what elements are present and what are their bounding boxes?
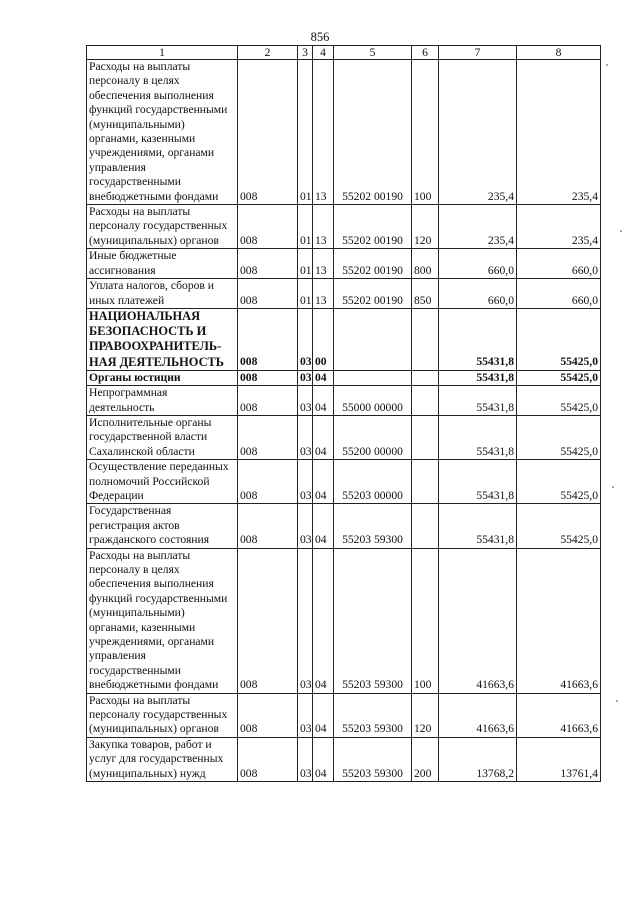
table-row — [87, 386, 601, 416]
ministry-code-cell: 008 — [238, 308, 298, 370]
amount-year2-cell: 55425,0 — [517, 386, 601, 416]
subsection-code-cell: 04 — [313, 693, 334, 737]
header-cell-7: 7 — [439, 46, 517, 60]
subsection-code-cell: 04 — [313, 415, 334, 459]
table-row — [87, 249, 601, 279]
expense-name-cell: Государственная регистрация актов гражданского состояния — [87, 504, 238, 548]
amount-year2-cell: 13761,4 — [517, 737, 601, 781]
section-code-cell: 03 — [298, 415, 313, 459]
table-header-row — [87, 46, 601, 60]
table-row — [87, 415, 601, 459]
expense-name-cell: Уплата налогов, сборов и иных платежей — [87, 279, 238, 309]
target-article-cell: 55200 00000 — [334, 415, 412, 459]
subsection-code-cell: 13 — [313, 249, 334, 279]
amount-year1-cell: 13768,2 — [439, 737, 517, 781]
table-row — [87, 737, 601, 781]
amount-year2-cell: 660,0 — [517, 249, 601, 279]
amount-year1-cell: 660,0 — [439, 279, 517, 309]
subsection-code-cell: 04 — [313, 370, 334, 385]
target-article-cell: 55203 59300 — [334, 548, 412, 693]
expense-type-cell — [412, 460, 439, 504]
scan-speck — [606, 64, 608, 66]
header-cell-6: 6 — [412, 46, 439, 60]
amount-year2-cell: 55425,0 — [517, 460, 601, 504]
target-article-cell: 55203 59300 — [334, 693, 412, 737]
section-code-cell: 03 — [298, 460, 313, 504]
expense-type-cell: 100 — [412, 548, 439, 693]
page-number: 856 — [310, 30, 330, 44]
subsection-code-cell: 04 — [313, 386, 334, 416]
scan-speck — [612, 486, 614, 488]
expense-type-cell — [412, 308, 439, 370]
expense-type-cell: 120 — [412, 205, 439, 249]
target-article-cell: 55203 00000 — [334, 460, 412, 504]
expense-name-cell: Осуществление переданных полномочий Российской Федерации — [87, 460, 238, 504]
budget-table — [86, 45, 601, 782]
amount-year1-cell: 55431,8 — [439, 460, 517, 504]
target-article-cell: 55203 59300 — [334, 737, 412, 781]
subsection-code-cell: 04 — [313, 548, 334, 693]
section-code-cell: 01 — [298, 249, 313, 279]
ministry-code-cell: 008 — [238, 693, 298, 737]
table-row — [87, 370, 601, 385]
amount-year1-cell: 55431,8 — [439, 504, 517, 548]
section-code-cell: 01 — [298, 60, 313, 205]
scan-speck — [616, 700, 618, 702]
section-code-cell: 03 — [298, 370, 313, 385]
subsection-code-cell: 00 — [313, 308, 334, 370]
ministry-code-cell: 008 — [238, 504, 298, 548]
scan-speck — [620, 230, 622, 232]
ministry-code-cell: 008 — [238, 386, 298, 416]
table-row — [87, 548, 601, 693]
header-cell-2: 2 — [238, 46, 298, 60]
ministry-code-cell: 008 — [238, 460, 298, 504]
target-article-cell: 55000 00000 — [334, 386, 412, 416]
expense-name-cell: Расходы на выплаты персоналу в целях обеспечения выполнения функций государственными (муниципальными) органами, казенными учреждениями, органами управления государственными внебюджетными фондами — [87, 60, 238, 205]
ministry-code-cell: 008 — [238, 548, 298, 693]
subsection-code-cell: 04 — [313, 504, 334, 548]
target-article-cell — [334, 370, 412, 385]
header-cell-3: 3 — [298, 46, 313, 60]
subsection-code-cell: 13 — [313, 60, 334, 205]
expense-name-cell: Расходы на выплаты персоналу государственных (муниципальных) органов — [87, 205, 238, 249]
expense-type-cell: 200 — [412, 737, 439, 781]
ministry-code-cell: 008 — [238, 370, 298, 385]
expense-type-cell — [412, 415, 439, 459]
expense-type-cell — [412, 386, 439, 416]
table-row — [87, 279, 601, 309]
amount-year1-cell: 660,0 — [439, 249, 517, 279]
target-article-cell: 55202 00190 — [334, 279, 412, 309]
ministry-code-cell: 008 — [238, 205, 298, 249]
subsection-code-cell: 13 — [313, 205, 334, 249]
section-code-cell: 03 — [298, 504, 313, 548]
subsection-code-cell: 13 — [313, 279, 334, 309]
expense-type-cell: 800 — [412, 249, 439, 279]
amount-year2-cell: 55425,0 — [517, 504, 601, 548]
amount-year1-cell: 55431,8 — [439, 308, 517, 370]
expense-name-cell: Закупка товаров, работ и услуг для государственных (муниципальных) нужд — [87, 737, 238, 781]
amount-year2-cell: 55425,0 — [517, 415, 601, 459]
header-cell-8: 8 — [517, 46, 601, 60]
amount-year1-cell: 235,4 — [439, 60, 517, 205]
amount-year1-cell: 235,4 — [439, 205, 517, 249]
expense-name-cell: Органы юстиции — [87, 370, 238, 385]
section-code-cell: 03 — [298, 548, 313, 693]
amount-year2-cell: 41663,6 — [517, 693, 601, 737]
amount-year1-cell: 41663,6 — [439, 693, 517, 737]
expense-type-cell: 120 — [412, 693, 439, 737]
header-cell-4: 4 — [313, 46, 334, 60]
table-row — [87, 205, 601, 249]
amount-year2-cell: 55425,0 — [517, 308, 601, 370]
subsection-code-cell: 04 — [313, 460, 334, 504]
expense-name-cell: Иные бюджетные ассигнования — [87, 249, 238, 279]
ministry-code-cell: 008 — [238, 415, 298, 459]
target-article-cell: 55202 00190 — [334, 249, 412, 279]
section-code-cell: 03 — [298, 386, 313, 416]
expense-type-cell: 100 — [412, 60, 439, 205]
expense-type-cell — [412, 370, 439, 385]
table-row — [87, 308, 601, 370]
table-row — [87, 504, 601, 548]
amount-year2-cell: 55425,0 — [517, 370, 601, 385]
expense-name-cell: НАЦИОНАЛЬНАЯ БЕЗОПАСНОСТЬ И ПРАВООХРАНИТЕЛЬ-НАЯ ДЕЯТЕЛЬНОСТЬ — [87, 308, 238, 370]
ministry-code-cell: 008 — [238, 737, 298, 781]
expense-type-cell: 850 — [412, 279, 439, 309]
target-article-cell — [334, 308, 412, 370]
expense-name-cell: Непрограммная деятельность — [87, 386, 238, 416]
section-code-cell: 03 — [298, 693, 313, 737]
expense-name-cell: Расходы на выплаты персоналу государственных (муниципальных) органов — [87, 693, 238, 737]
table-row — [87, 60, 601, 205]
amount-year1-cell: 55431,8 — [439, 415, 517, 459]
amount-year2-cell: 660,0 — [517, 279, 601, 309]
section-code-cell: 03 — [298, 737, 313, 781]
ministry-code-cell: 008 — [238, 60, 298, 205]
amount-year1-cell: 41663,6 — [439, 548, 517, 693]
target-article-cell: 55202 00190 — [334, 205, 412, 249]
section-code-cell: 01 — [298, 279, 313, 309]
section-code-cell: 03 — [298, 308, 313, 370]
expense-name-cell: Исполнительные органы государственной власти Сахалинской области — [87, 415, 238, 459]
amount-year1-cell: 55431,8 — [439, 370, 517, 385]
section-code-cell: 01 — [298, 205, 313, 249]
subsection-code-cell: 04 — [313, 737, 334, 781]
target-article-cell: 55203 59300 — [334, 504, 412, 548]
ministry-code-cell: 008 — [238, 249, 298, 279]
expense-name-cell: Расходы на выплаты персоналу в целях обеспечения выполнения функций государственными (муниципальными) органами, казенными учреждениями, органами управления государственными внебюджетными фондами — [87, 548, 238, 693]
expense-type-cell — [412, 504, 439, 548]
table-row — [87, 460, 601, 504]
amount-year2-cell: 235,4 — [517, 205, 601, 249]
header-cell-5: 5 — [334, 46, 412, 60]
amount-year2-cell: 235,4 — [517, 60, 601, 205]
target-article-cell: 55202 00190 — [334, 60, 412, 205]
ministry-code-cell: 008 — [238, 279, 298, 309]
amount-year1-cell: 55431,8 — [439, 386, 517, 416]
amount-year2-cell: 41663,6 — [517, 548, 601, 693]
table-row — [87, 693, 601, 737]
header-cell-1: 1 — [87, 46, 238, 60]
